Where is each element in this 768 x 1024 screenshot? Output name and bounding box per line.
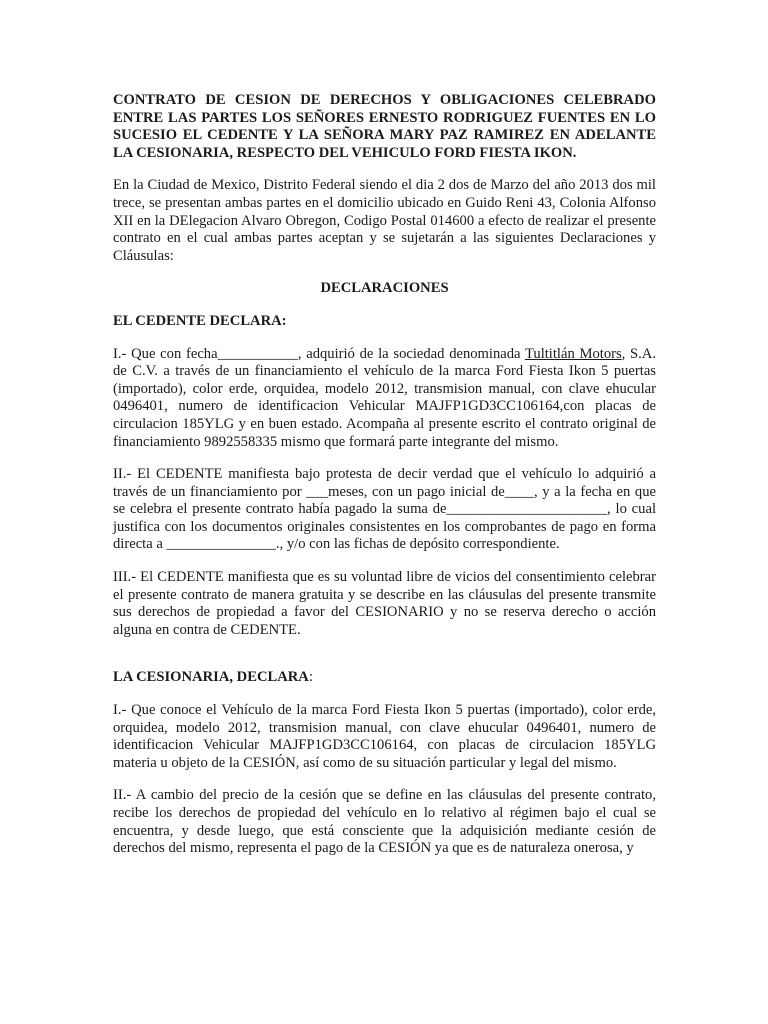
declaraciones-heading: DECLARACIONES — [320, 280, 449, 297]
cesionaria-declaration-1: I.- Que conoce el Vehículo de la marca Ford Fiesta Ikon 5 puertas (importado), color erde, orquidea, modelo 2012, transmision manual, con clave ehucular 0496401, numero de identificacion Vehicular MAJFP1GD3CC106164, con placas de circulacion 185YLG materia u objeto de la CESIÓN, así como de su situación particular y legal del mismo. — [113, 702, 656, 771]
cesionaria-heading-colon: : — [308, 669, 313, 686]
cesionaria-heading — [113, 669, 656, 687]
document-page — [113, 92, 656, 873]
cedente-declaration-3: III.- El CEDENTE manifiesta que es su voluntad libre de vicios del consentimiento celebrar el presente contrato de manera gratuita y se describe en las cláusulas del presente transmite sus derechos de propiedad a favor del CESIONARIO y no se reserva derecho o acción alguna en contra de CEDENTE. — [113, 569, 656, 638]
cesionaria-heading-text: LA CESIONARIA, DECLARA — [113, 669, 309, 686]
intro-paragraph: En la Ciudad de Mexico, Distrito Federal siendo el dia 2 dos de Marzo del año 2013 dos mil trece, se presentan ambas partes en el domicilio ubicado en Guido Reni 43, Colonia Alfonso XII en la DElegacion Alvaro Obregon, Codigo Postal 014600 a efecto de realizar el presente contrato en el cual ambas partes aceptan y se sujetarán a las siguientes Declaraciones y Cláusulas: — [113, 177, 656, 264]
cedente-declaration-1-start: I.- Que con fecha___________, adquirió de la sociedad denominada — [113, 345, 525, 362]
cesionaria-declaration-2: II.- A cambio del precio de la cesión que se define en las cláusulas del presente contrato, recibe los derechos de propiedad del vehículo en lo relativo al régimen bajo el cual se encuentra, y desde luego, que está consciente que la adquisición mediante cesión de derechos del mismo, representa el pago de la CESIÓN ya que es de naturaleza onerosa, y — [113, 787, 656, 857]
cedente-heading: EL CEDENTE DECLARA: — [113, 312, 287, 329]
company-name: Tultitlán Motors — [525, 345, 622, 362]
cedente-declaration-1-end: , S.A. de C.V. a través de un financiamiento el vehículo de la marca Ford Fiesta Ikon 5 puertas (importado), color erde, orquidea, modelo 2012, transmision manual, con clave ehucular 0496401, numero de identificacion Vehicular MAJFP1GD3CC106164,con placas de circulacion 185YLG y en buen estado. Acompaña al presente escrito el contrato original de financiamiento 9892558335 mismo que formará parte integrante del mismo. — [113, 345, 656, 450]
cedente-declaration-1 — [113, 346, 656, 452]
contract-title: CONTRATO DE CESION DE DERECHOS Y OBLIGACIONES CELEBRADO ENTRE LAS PARTES LOS SEÑORES ERNESTO RODRIGUEZ FUENTES EN LO SUCESIO EL CEDENTE Y LA SEÑORA MARY PAZ RAMIREZ EN ADELANTE LA CESIONARIA, RESPECTO DEL VEHICULO FORD FIESTA IKON. — [113, 92, 656, 161]
cedente-declaration-2: II.- El CEDENTE manifiesta bajo protesta de decir verdad que el vehículo lo adquirió a través de un financiamiento por ___meses, con un pago inicial de____, y a la fecha en que se celebra el presente contrato había pagado la suma de______________________, lo cual justifica con los documentos originales consistentes en los comprobantes de pago en forma directa a _______________., y/o con las fichas de depósito correspondiente. — [113, 466, 656, 553]
